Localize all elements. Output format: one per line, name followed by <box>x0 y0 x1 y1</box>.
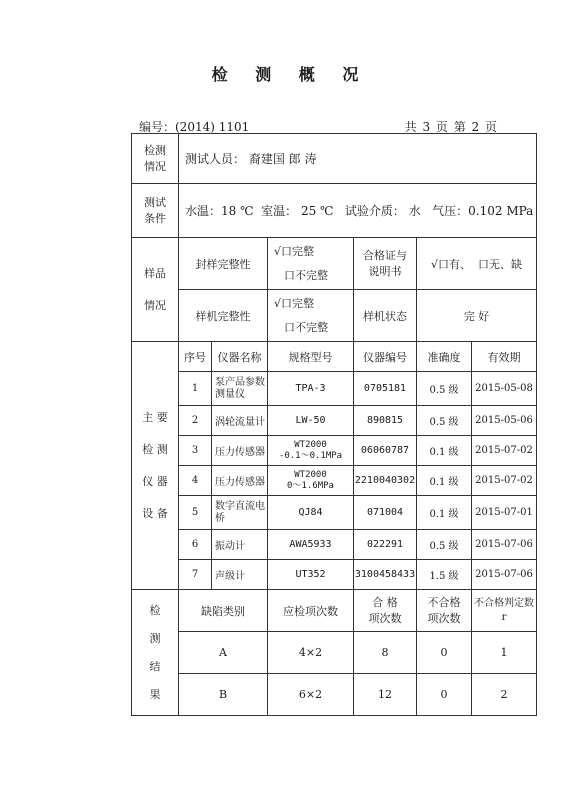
row-valid: 2015-07-02 <box>472 436 537 466</box>
col-header-name: 仪器名称 <box>212 342 268 372</box>
table-row <box>132 406 537 436</box>
row-no: 7 <box>179 560 212 590</box>
row-serial: 022291 <box>354 530 417 560</box>
page-count: 共 3 页 第 2 页 <box>404 120 497 134</box>
result-r: 1 <box>472 632 537 674</box>
result-pass: 12 <box>354 674 417 716</box>
row-accuracy: 0.1 级 <box>417 496 472 530</box>
seal-integrity-label: 封样完整性 <box>179 238 268 290</box>
tester-names: 测试人员： 裔建国 郎 涛 <box>179 134 537 184</box>
row-name: 泵产品参数测量仪 <box>212 372 268 406</box>
conditions-label: 测试 条件 <box>132 184 179 238</box>
row-valid: 2015-07-06 <box>472 530 537 560</box>
result-fail: 0 <box>417 674 472 716</box>
conditions-row <box>132 184 537 238</box>
row-no: 4 <box>179 466 212 496</box>
row-name: 涡轮流量计 <box>212 406 268 436</box>
table-row <box>132 674 537 716</box>
instruments-label: 主 要 检 测 仪 器 设 备 <box>132 342 179 590</box>
row-accuracy: 0.5 级 <box>417 530 472 560</box>
col-header-required: 应检项次数 <box>268 590 354 632</box>
sample-label: 样品 情况 <box>132 238 179 342</box>
row-accuracy: 0.5 级 <box>417 406 472 436</box>
col-header-pass: 合 格 项次数 <box>354 590 417 632</box>
row-name: 压力传感器 <box>212 466 268 496</box>
row-model: WT2000 0～1.6MPa <box>268 466 354 496</box>
row-serial: 3100458433 <box>354 560 417 590</box>
col-header-serial: 仪器编号 <box>354 342 417 372</box>
sample-row-seal <box>132 238 537 290</box>
row-no: 3 <box>179 436 212 466</box>
machine-complete-option: √口完整 <box>274 296 315 310</box>
row-name: 数字直流电桥 <box>212 496 268 530</box>
results-label: 检 测 结 果 <box>132 590 179 716</box>
row-name: 声级计 <box>212 560 268 590</box>
row-accuracy: 0.1 级 <box>417 436 472 466</box>
row-valid: 2015-05-08 <box>472 372 537 406</box>
row-model: UT352 <box>268 560 354 590</box>
certificate-value: √口有、 口无、缺 <box>417 238 537 290</box>
inspection-row <box>132 134 537 184</box>
certificate-label: 合格证与 说明书 <box>354 238 417 290</box>
result-category: B <box>179 674 268 716</box>
col-header-fail: 不合格 项次数 <box>417 590 472 632</box>
row-valid: 2015-05-06 <box>472 406 537 436</box>
col-header-category: 缺陷类别 <box>179 590 268 632</box>
col-header-model: 规格型号 <box>268 342 354 372</box>
row-model: AWA5933 <box>268 530 354 560</box>
col-header-accuracy: 准确度 <box>417 342 472 372</box>
inspection-label: 检测 情况 <box>132 134 179 184</box>
results-header-row <box>132 590 537 632</box>
row-name: 压力传感器 <box>212 436 268 466</box>
row-serial: 890815 <box>354 406 417 436</box>
result-fail: 0 <box>417 632 472 674</box>
result-pass: 8 <box>354 632 417 674</box>
col-header-r: 不合格判定数 r <box>472 590 537 632</box>
row-valid: 2015-07-02 <box>472 466 537 496</box>
row-model: TPA-3 <box>268 372 354 406</box>
row-model: LW-50 <box>268 406 354 436</box>
table-row <box>132 466 537 496</box>
table-row <box>132 496 537 530</box>
instruments-header-row <box>132 342 537 372</box>
document-number: 编号：(2014) 1101 <box>139 120 250 134</box>
row-accuracy: 1.5 级 <box>417 560 472 590</box>
row-valid: 2015-07-01 <box>472 496 537 530</box>
conditions-text: 水温：18 ℃ 室温： 25 ℃ 试验介质： 水 气压：0.102 MPa <box>179 184 537 238</box>
table-row <box>132 530 537 560</box>
seal-complete-option: √口完整 <box>274 244 315 258</box>
row-model: QJ84 <box>268 496 354 530</box>
result-category: A <box>179 632 268 674</box>
row-accuracy: 0.5 级 <box>417 372 472 406</box>
machine-integrity-options <box>268 290 354 342</box>
row-no: 1 <box>179 372 212 406</box>
machine-incomplete-option: 口不完整 <box>284 320 328 334</box>
sample-row-machine <box>132 290 537 342</box>
page-title: 检 测 概 况 <box>211 65 370 84</box>
overview-table <box>131 133 537 716</box>
seal-integrity-options <box>268 238 354 290</box>
row-valid: 2015-07-06 <box>472 560 537 590</box>
result-required: 4×2 <box>268 632 354 674</box>
result-required: 6×2 <box>268 674 354 716</box>
row-no: 6 <box>179 530 212 560</box>
machine-state-value: 完 好 <box>417 290 537 342</box>
machine-integrity-label: 样机完整性 <box>179 290 268 342</box>
result-r: 2 <box>472 674 537 716</box>
col-header-valid: 有效期 <box>472 342 537 372</box>
machine-state-label: 样机状态 <box>354 290 417 342</box>
row-no: 5 <box>179 496 212 530</box>
row-serial: 071004 <box>354 496 417 530</box>
row-accuracy: 0.1 级 <box>417 466 472 496</box>
table-row <box>132 436 537 466</box>
col-header-no: 序号 <box>179 342 212 372</box>
row-serial: 0705181 <box>354 372 417 406</box>
seal-incomplete-option: 口不完整 <box>284 268 328 282</box>
table-row <box>132 632 537 674</box>
row-model: WT2000 -0.1～0.1MPa <box>268 436 354 466</box>
table-row <box>132 560 537 590</box>
row-no: 2 <box>179 406 212 436</box>
table-row <box>132 372 537 406</box>
row-name: 振动计 <box>212 530 268 560</box>
row-serial: 06060787 <box>354 436 417 466</box>
row-serial: 2210040302 <box>354 466 417 496</box>
